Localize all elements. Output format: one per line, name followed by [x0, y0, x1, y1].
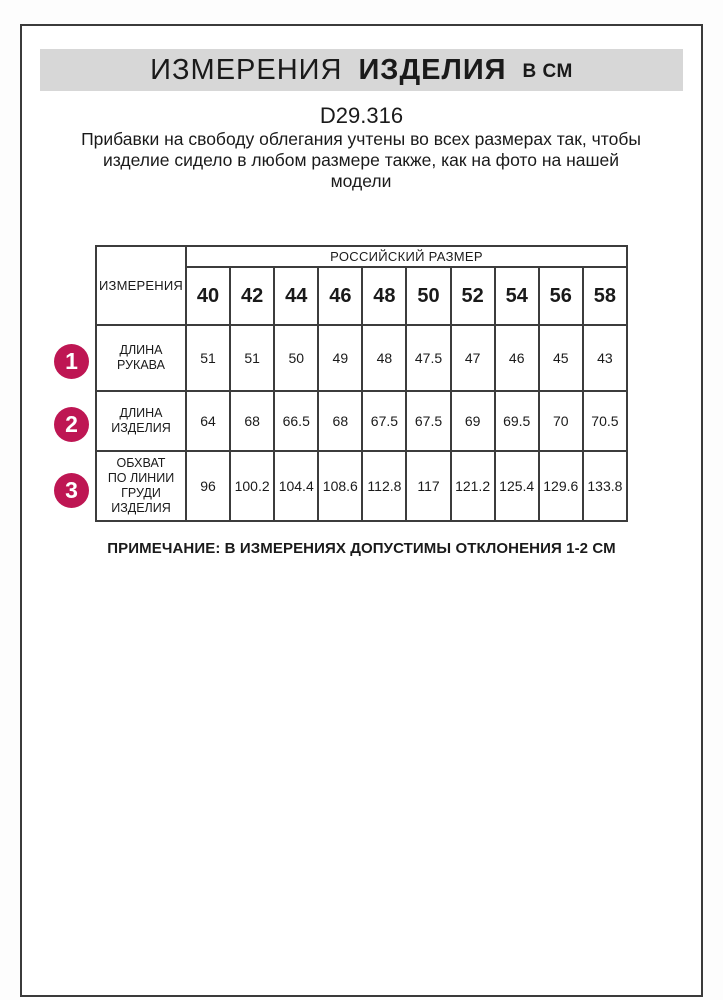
measurement-value-cell: 47 — [451, 325, 495, 391]
measurement-value-cell: 69 — [451, 391, 495, 451]
measurement-value-cell: 68 — [230, 391, 274, 451]
measurement-row — [96, 391, 627, 451]
title-bar — [40, 49, 683, 91]
size-column-header: 44 — [274, 267, 318, 325]
measurement-value-cell: 46 — [495, 325, 539, 391]
measurement-value-cell: 68 — [318, 391, 362, 451]
note-text: ПРИМЕЧАНИЕ: В ИЗМЕРЕНИЯХ ДОПУСТИМЫ ОТКЛОНЕНИЯ 1-2 СМ — [107, 540, 616, 557]
page-title-unit: В СМ — [522, 61, 573, 82]
size-column-header: 58 — [583, 267, 627, 325]
fit-description: Прибавки на свободу облегания учтены во всех размерах так, чтобы изделие сидело в любом размере также, как на фото на нашей модели — [81, 129, 641, 191]
measurement-value-cell: 64 — [186, 391, 230, 451]
measurement-row-label: ДЛИНА ИЗДЕЛИЯ — [96, 391, 186, 451]
size-column-header: 56 — [539, 267, 583, 325]
measurement-value-cell: 66.5 — [274, 391, 318, 451]
size-column-header: 42 — [230, 267, 274, 325]
measurement-value-cell: 133.8 — [583, 451, 627, 521]
size-column-header: 40 — [186, 267, 230, 325]
measurement-value-cell: 96 — [186, 451, 230, 521]
measurement-value-cell: 50 — [274, 325, 318, 391]
size-column-header: 50 — [406, 267, 450, 325]
measurement-value-cell: 51 — [230, 325, 274, 391]
measurement-value-cell: 125.4 — [495, 451, 539, 521]
measurement-value-cell: 51 — [186, 325, 230, 391]
size-column-header: 46 — [318, 267, 362, 325]
measurement-value-cell: 129.6 — [539, 451, 583, 521]
measurement-value-cell: 67.5 — [406, 391, 450, 451]
measurements-column-header: ИЗМЕРЕНИЯ — [96, 246, 186, 325]
row-number-badge: 3 — [54, 473, 89, 508]
row-number-badge: 1 — [54, 344, 89, 379]
measurement-value-cell: 48 — [362, 325, 406, 391]
measurement-row-label: ДЛИНА РУКАВА — [96, 325, 186, 391]
measurement-value-cell: 70 — [539, 391, 583, 451]
size-column-header: 48 — [362, 267, 406, 325]
size-column-header: 52 — [451, 267, 495, 325]
measurement-value-cell: 121.2 — [451, 451, 495, 521]
measurement-value-cell: 49 — [318, 325, 362, 391]
row-number-badge: 2 — [54, 407, 89, 442]
size-group-header-row — [96, 246, 627, 267]
measurement-value-cell: 43 — [583, 325, 627, 391]
measurement-value-cell: 108.6 — [318, 451, 362, 521]
product-code: D29.316 — [319, 103, 404, 128]
measurement-value-cell: 100.2 — [230, 451, 274, 521]
measurement-value-cell: 47.5 — [406, 325, 450, 391]
measurement-value-cell: 70.5 — [583, 391, 627, 451]
size-group-header: РОССИЙСКИЙ РАЗМЕР — [186, 246, 627, 267]
measurement-row-label: ОБХВАТ ПО ЛИНИИ ГРУДИ ИЗДЕЛИЯ — [96, 451, 186, 521]
measurement-value-cell: 67.5 — [362, 391, 406, 451]
page-title-measurements: ИЗМЕРЕНИЯ — [150, 53, 343, 86]
size-table — [95, 245, 628, 522]
measurement-value-cell: 69.5 — [495, 391, 539, 451]
measurement-value-cell: 104.4 — [274, 451, 318, 521]
measurement-row — [96, 451, 627, 521]
page-title-product: ИЗДЕЛИЯ — [358, 53, 507, 86]
measurement-value-cell: 112.8 — [362, 451, 406, 521]
measurement-row — [96, 325, 627, 391]
measurement-value-cell: 117 — [406, 451, 450, 521]
size-column-header: 54 — [495, 267, 539, 325]
measurement-value-cell: 45 — [539, 325, 583, 391]
